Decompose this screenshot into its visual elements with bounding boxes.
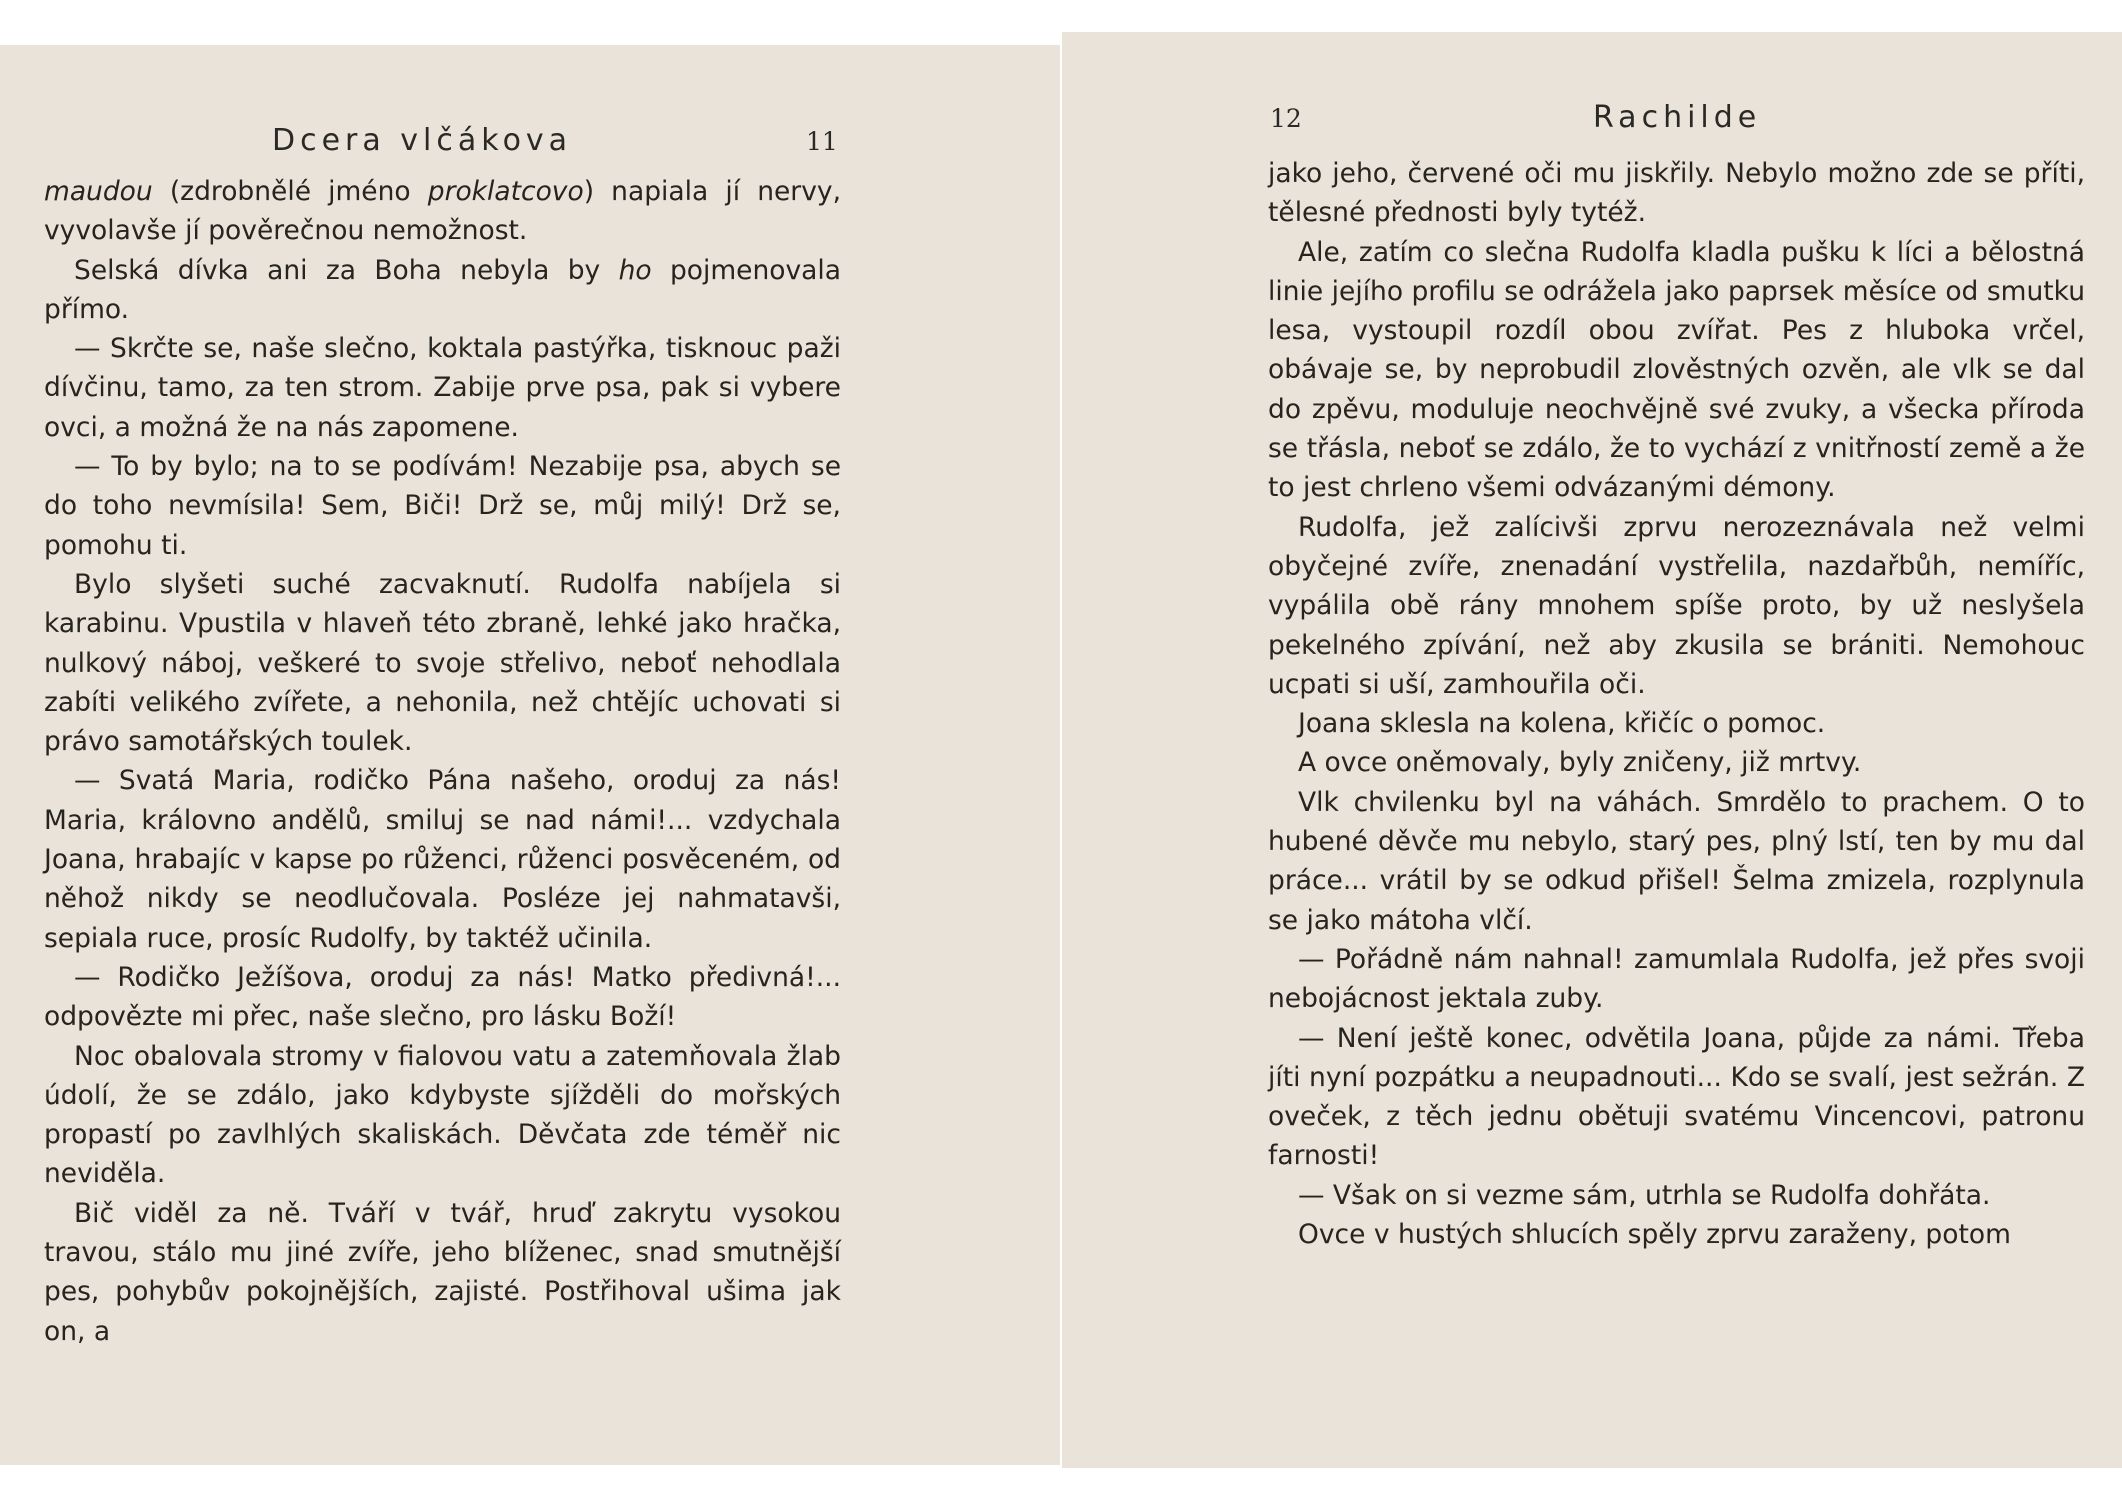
text-run: — Však on si vezme sám, utrhla se Rudolfa dohřáta. [1298,1179,1991,1211]
paragraph [44,329,841,447]
paragraph [44,251,841,330]
paragraph [44,1037,841,1194]
page-number: 11 [806,127,838,156]
paragraph [44,958,841,1037]
paragraph [1268,1176,2085,1215]
text-run: pojmenovala přímo. [44,254,841,325]
paragraph [1268,233,2085,508]
text-run: Bič viděl za ně. Tváří v tvář, hruď zakrytu vysokou travou, stálo mu jiné zvíře, jeho blíženec, snad smutnější pes, pohybův pokojnějších, zajisté. Postřihoval ušima jak on, a [44,1197,841,1347]
paragraph [1268,508,2085,704]
text-run: — Není ještě konec, odvětila Joana, půjde za námi. Třeba jíti nyní pozpátku a neupadnouti... Kdo se svalí, jest sežrán. Z oveček, z těch jednu obětuji svatému Vincencovi, patronu farnosti! [1268,1022,2085,1172]
paragraph [44,1194,841,1351]
text-run: Joana sklesla na kolena, křičíc o pomoc. [1298,708,1826,740]
running-title: Rachilde [1593,100,1762,135]
paragraph [1268,783,2085,940]
paragraph [1268,1019,2085,1176]
text-run: (zdrobnělé jméno [152,176,428,207]
text-run: — Svatá Maria, rodičko Pána našeho, oroduj za nás! Maria, královno andělů, smiluj se nad námi!... vzdychala Joana, hrabajíc v kapse po růženci, růženci posvěceném, od něhož nikdy se neodlučovala. Posléze jej nahmatavši, sepiala ruce, prosíc Rudolfy, by taktéž učinila. [44,765,841,954]
paragraph [1268,940,2085,1019]
text-run: — To by bylo; na to se podívám! Nezabije psa, abych se do toho nevmísila! Sem, Biči! Drž se, můj milý! Drž se, pomohu ti. [44,451,841,561]
text-run: Bylo slyšeti suché zacvaknutí. Rudolfa nabíjela si karabinu. Vpustila v hlaveň této zbraně, lehké jako hračka, nulkový náboj, veškeré to svoje střelivo, neboť nehodlala zabíti velikého zvířete, a nehonila, než chtějíc uchovati si právo samotářských toulek. [44,568,841,758]
text-run: — Pořádně nám nahnal! zamumlala Rudolfa, jež přes svoji nebojácnost jektala zuby. [1268,943,2085,1015]
text-run: jako jeho, červené oči mu jiskřily. Nebylo možno zde se příti, tělesné přednosti byly tytéž. [1268,158,2085,229]
page-number: 12 [1270,104,1302,133]
paragraph [44,172,841,251]
paragraph [44,447,841,565]
paragraph [44,565,841,761]
text-run: A ovce oněmovaly, byly zničeny, již mrtvy. [1298,747,1862,779]
text-run: Vlk chvilenku byl na váhách. Smrdělo to prachem. O to hubené děvče mu nebylo, starý pes, plný lstí, ten by mu dal práce... vrátil by se odkud přišel! Šelma zmizela, rozplynula se jako mátoha vlčí. [1268,786,2085,936]
paragraph [44,761,841,957]
paragraph [1268,1215,2085,1254]
text-run: — Rodičko Ježíšova, oroduj za nás! Matko předivná!... odpovězte mi přec, naše slečno, pro lásku Boží! [44,961,841,1033]
italic-text: maudou [44,176,153,207]
text-run: Rudolfa, jež zalícivši zprvu nerozeznávala než velmi obyčejné zvíře, znenadání vystřelila, nazdařbůh, nemíříc, vypálila obě rány mnohem spíše proto, by už neslyšela pekelného zpívání, než aby zkusila se brániti. Nemohouc ucpati si uší, zamhouřila oči. [1268,511,2085,700]
text-run: Selská dívka ani za Boha nebyla by [74,254,619,286]
paragraph [1268,743,2085,782]
paragraph [1268,704,2085,743]
right-page [1062,32,2122,1468]
text-run: Ale, zatím co slečna Rudolfa kladla pušku k líci a bělostná linie jejího profilu se odrážela jako paprsek měsíce od smutku lesa, vystoupil rozdíl obou zvířat. Pes z hluboka vrčel, obávaje se, by neprobudil zlověstných ozvěn, ale vlk se dal do zpěvu, moduluje neochvějně své zvuky, a všecka příroda se třásla, neboť se zdálo, že to vychází z vnitřností země a že to jest chrleno všemi odvázanými démony. [1268,236,2085,504]
text-run: ) napiala jí nervy, vyvolavše jí pověrečnou nemožnost. [44,176,841,247]
running-title: Dcera vlčákova [272,123,573,158]
paragraph [1268,154,2085,233]
left-page [0,45,1060,1465]
italic-text: proklatcovo [427,176,584,207]
body-text [1268,154,2085,1254]
text-run: — Skrčte se, naše slečno, koktala pastýřka, tisknouc paži dívčinu, tamo, za ten strom. Zabije prve psa, pak si vybere ovci, a možná že na nás zapomene. [44,333,841,443]
body-text [44,172,841,1351]
text-run: Ovce v hustých shlucích spěly zprvu zaraženy, potom [1298,1219,2011,1251]
italic-text: ho [618,254,652,286]
text-run: Noc obalovala stromy v fialovou vatu a zatemňovala žlab údolí, že se zdálo, jako kdybyste sjížděli do mořských propastí po zavlhlých skaliskách. Děvčata zde téměř nic neviděla. [44,1040,841,1190]
